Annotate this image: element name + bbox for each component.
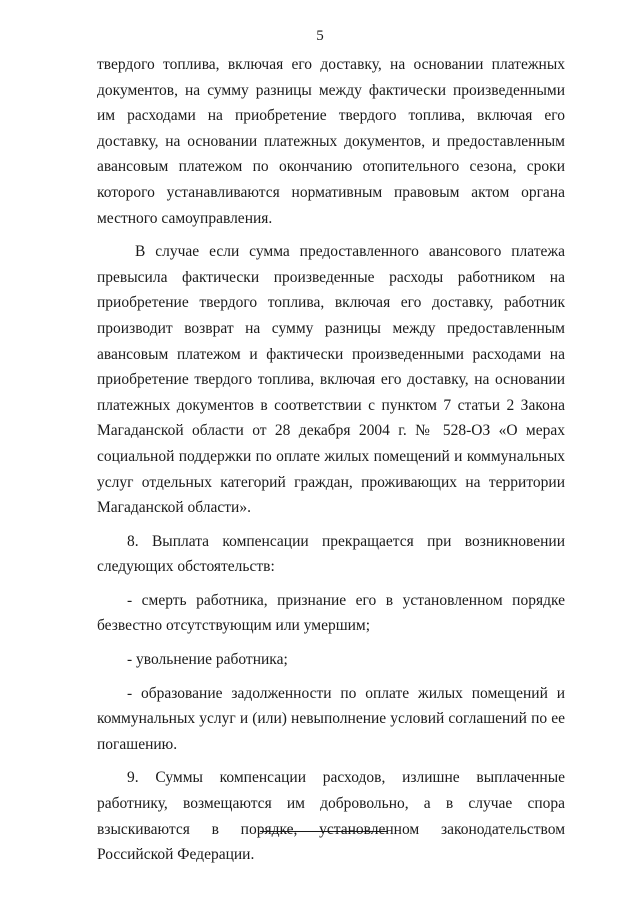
paragraph-continuation: твердого топлива, включая его доставку, на основании платежных документов, на сумму разницы между фактически произведенными им расходами на приобретение твердого топлива, включая его доставку, на основании платежных документов, и предоставленным авансовым платежом по окончанию отопительного сезона, сроки которого устанавливаются нормативным правовым актом органа местного самоуправления. bbox=[97, 56, 565, 227]
page-number: 5 bbox=[316, 28, 324, 44]
paragraph-item-9: 9. Суммы компенсации расходов, излишне выплаченные работнику, возмещаются им добровольно, а в случае спора взыскиваются в порядке, установленном законодательством Российской Федерации. bbox=[97, 769, 565, 864]
document-body bbox=[97, 52, 565, 868]
list-item-dismissal: - увольнение работника; bbox=[127, 651, 288, 669]
list-item-death: - смерть работника, признание его в установленном порядке безвестно отсутствующим или умершим; bbox=[97, 591, 565, 635]
paragraph-item-8: 8. Выплата компенсации прекращается при возникновении следующих обстоятельств: bbox=[97, 532, 565, 576]
end-of-document-rule bbox=[260, 831, 388, 832]
list-item-debt: - образование задолженности по оплате жилых помещений и коммунальных услуг и (или) невыполнение условий соглашений по ее погашению. bbox=[97, 684, 565, 753]
paragraph-advance-refund: В случае если сумма предоставленного авансового платежа превысила фактически произведенные расходы работником на приобретение твердого топлива, включая его доставку, работник производит возврат на сумму разницы между предоставленным авансовым платежом и фактически произведенными расходами на приобретение твердого топлива, включая его доставку, на основании платежных документов в соответствии с пунктом 7 статьи 2 Закона Магаданской области от 28 декабря 2004 г. № 528-ОЗ «О мерах социальной поддержки по оплате жилых помещений и коммунальных услуг отдельных категорий граждан, проживающих на территории Магаданской области». bbox=[97, 243, 565, 517]
